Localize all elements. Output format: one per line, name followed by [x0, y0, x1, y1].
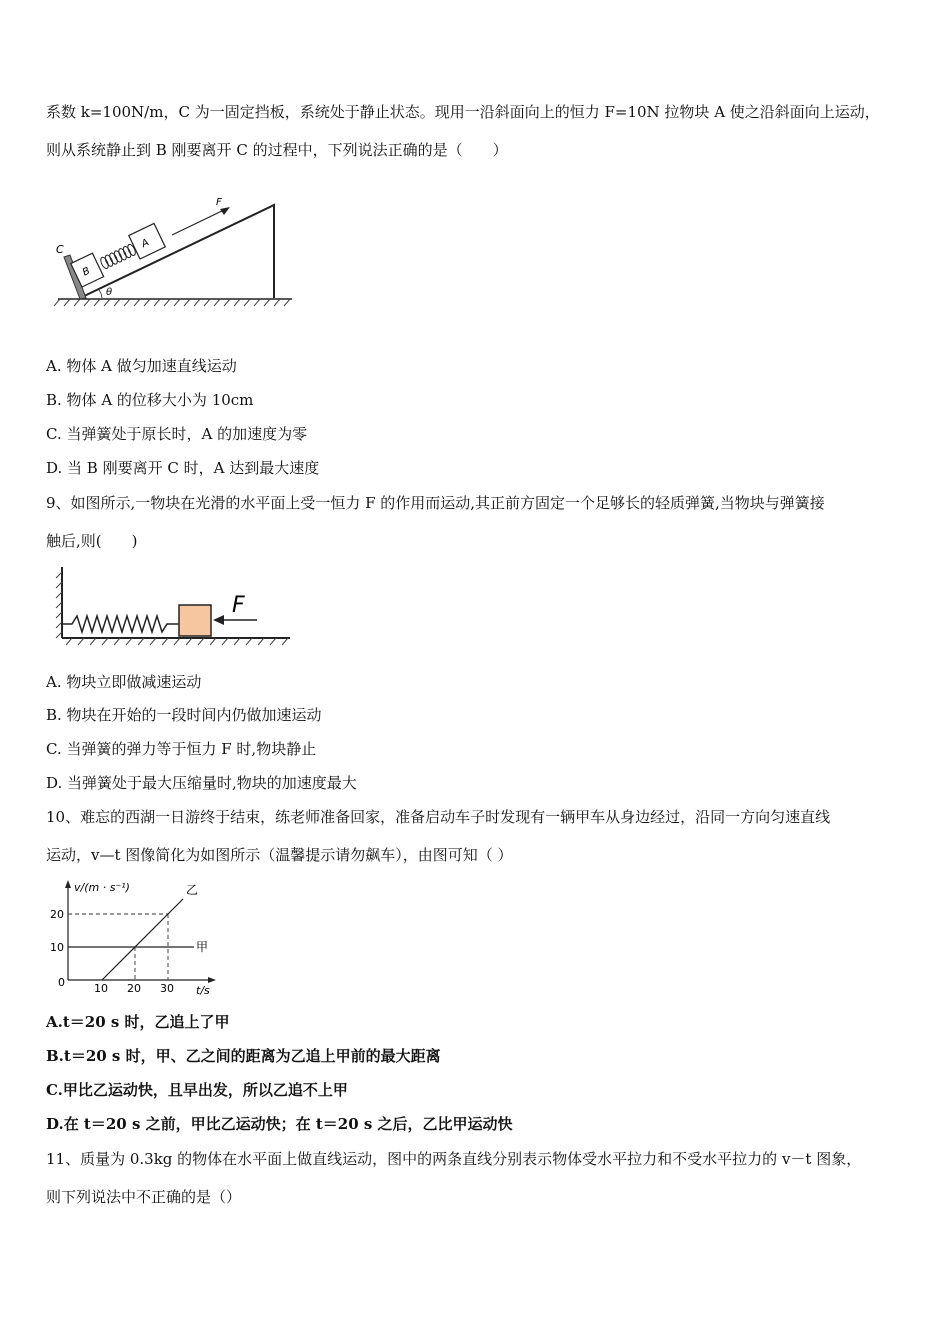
q11-stem-line2: 则下列说法中不正确的是（）: [46, 1188, 242, 1206]
svg-text:A: A: [139, 237, 151, 251]
q10-option-b: B.t＝20 s 时，甲、乙之间的距离为乙追上甲前的最大距离: [46, 1047, 441, 1065]
spring: [62, 616, 179, 632]
y-axis-label: v/(m · s⁻¹): [74, 881, 130, 894]
q9-option-d: D. 当弹簧处于最大压缩量时,物块的加速度最大: [46, 774, 357, 792]
q8-incline-figure: [50, 195, 300, 310]
q11-stem-line1: 11、质量为 0.3kg 的物体在水平面上做直线运动，图中的两条直线分别表示物体受水平拉力和不受水平拉力的 v－t 图象，: [46, 1150, 862, 1168]
q9-option-a: A. 物块立即做减速运动: [46, 673, 202, 691]
x-tick-20: 20: [127, 982, 141, 995]
block: [179, 605, 211, 636]
q10-stem-line1: 10、难忘的西湖一日游终于结束，练老师准备回家，准备启动车子时发现有一辆甲车从身边经过，沿同一方向匀速直线: [46, 808, 831, 826]
x-axis-label: t/s: [196, 984, 210, 997]
q10-option-c: C.甲比乙运动快，且早出发，所以乙追不上甲: [46, 1081, 348, 1099]
y-tick-0: 0: [58, 976, 65, 989]
y-tick-20: 20: [50, 908, 64, 921]
q9-spring-figure: [52, 562, 297, 650]
q8-option-c: C. 当弹簧处于原长时，A 的加速度为零: [46, 425, 308, 443]
block-a: [129, 223, 165, 259]
q8-option-a: A. 物体 A 做匀加速直线运动: [46, 357, 237, 375]
x-tick-30: 30: [160, 982, 174, 995]
label-theta: θ: [106, 287, 113, 298]
q10-vt-graph: [46, 874, 226, 1000]
q10-stem-line2: 运动，v—t 图像简化为如图所示（温馨提示请勿飙车），由图可知（ ）: [46, 846, 513, 864]
q9-option-b: B. 物块在开始的一段时间内仍做加速运动: [46, 706, 322, 724]
q9-option-c: C. 当弹簧的弹力等于恒力 F 时,物块静止: [46, 740, 317, 758]
y-tick-10: 10: [50, 941, 64, 954]
label-yi: 乙: [186, 883, 199, 897]
q9-stem-line2: 触后,则( ): [46, 532, 138, 550]
x-tick-10: 10: [94, 982, 108, 995]
force-arrow: [213, 615, 224, 625]
q10-option-a: A.t＝20 s 时，乙追上了甲: [46, 1013, 230, 1031]
label-jia: 甲: [196, 940, 209, 954]
q8-stem-line1: 系数 k=100N/m，C 为一固定挡板，系统处于静止状态。现用一沿斜面向上的恒力 F=10N 拉物块 A 使之沿斜面向上运动，: [46, 103, 880, 121]
spring: [99, 243, 137, 269]
q8-stem-line2: 则从系统静止到 B 刚要离开 C 的过程中，下列说法正确的是（ ）: [46, 141, 508, 159]
q8-option-d: D. 当 B 刚要离开 C 时，A 达到最大速度: [46, 459, 320, 477]
svg-text:B: B: [80, 265, 92, 279]
series-yi-line: [102, 899, 183, 980]
label-f: F: [232, 593, 245, 618]
label-f: F: [216, 197, 222, 208]
q8-option-b: B. 物体 A 的位移大小为 10cm: [46, 391, 254, 409]
label-c: C: [56, 243, 64, 256]
q10-option-d: D.在 t＝20 s 之前，甲比乙运动快；在 t＝20 s 之后，乙比甲运动快: [46, 1115, 513, 1133]
q9-stem-line1: 9、如图所示,一物块在光滑的水平面上受一恒力 F 的作用而运动,其正前方固定一个足够长的轻质弹簧,当物块与弹簧接: [46, 494, 825, 512]
